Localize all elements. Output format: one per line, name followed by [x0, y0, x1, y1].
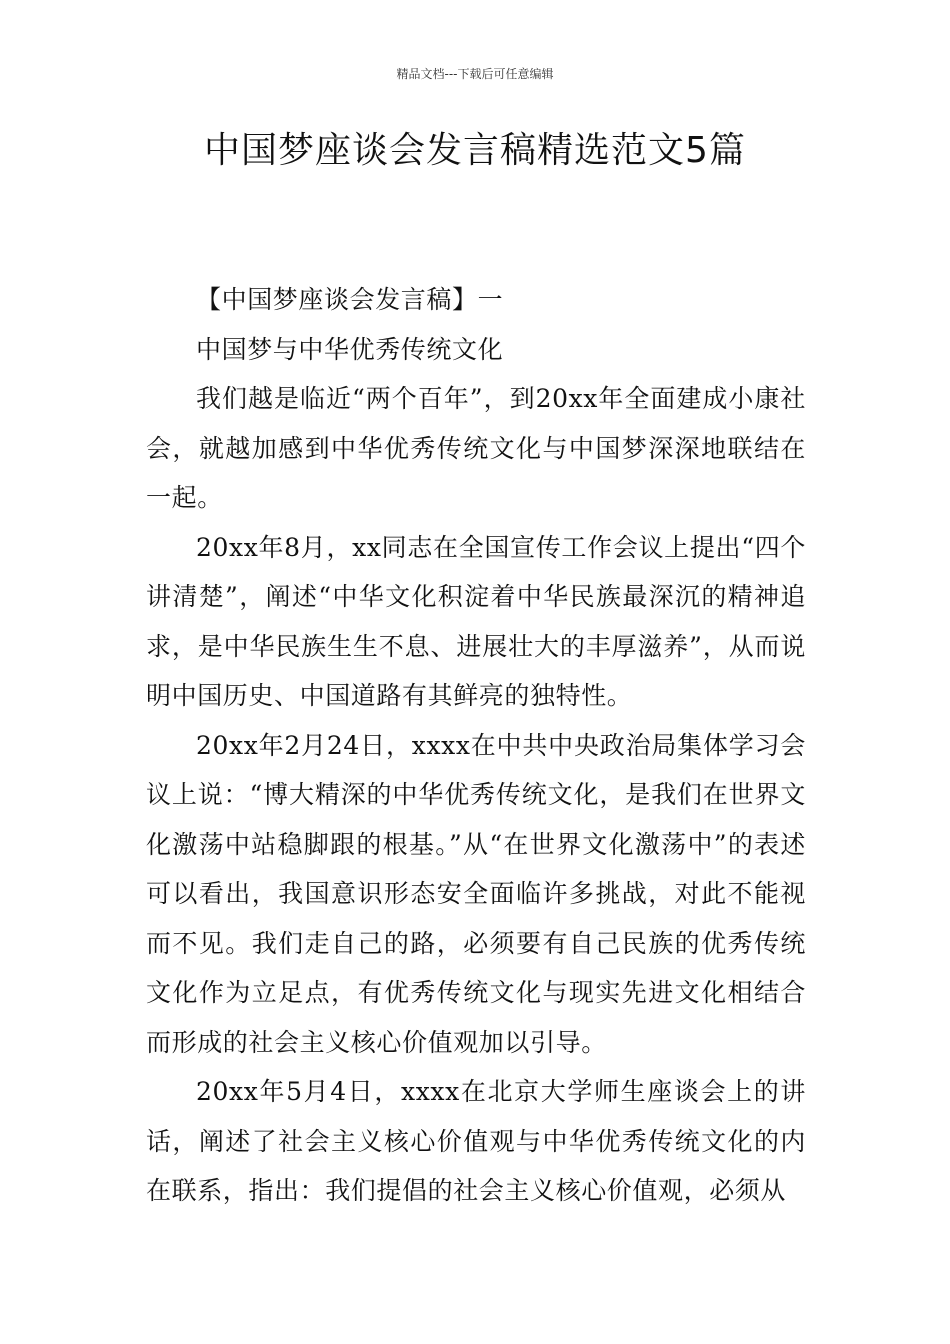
- body-paragraph: 我们越是临近“两个百年”，到20xx年全面建成小康社会，就越加感到中华优秀传统文化与中国梦深深地联结在一起。: [146, 384, 806, 512]
- document-body: [146, 275, 806, 1216]
- body-paragraph: 20xx年5月4日，xxxx在北京大学师生座谈会上的讲话，阐述了社会主义核心价值观与中华优秀传统文化的内在联系，指出：我们提倡的社会主义核心价值观，必须从: [146, 1077, 806, 1205]
- article-subtitle: 中国梦与中华优秀传统文化: [196, 334, 504, 364]
- body-paragraph: 20xx年2月24日，xxxx在中共中央政治局集体学习会议上说：“博大精深的中华优秀传统文化，是我们在世界文化激荡中站稳脚跟的根基。”从“在世界文化激荡中”的表述可以看出，我国意识形态安全面临许多挑战，对此不能视而不见。我们走自己的路，必须要有自己民族的优秀传统文化作为立足点，有优秀传统文化与现实先进文化相结合而形成的社会主义核心价值观加以引导。: [146, 730, 806, 1057]
- section-heading: 【中国梦座谈会发言稿】一: [196, 285, 504, 314]
- document-title: 中国梦座谈会发言稿精选范文5篇: [204, 130, 746, 171]
- header-watermark: 精品文档---下载后可任意编辑: [396, 67, 554, 81]
- body-paragraph: 20xx年8月，xx同志在全国宣传工作会议上提出“四个讲清楚”，阐述“中华文化积淀着中华民族最深沉的精神追求，是中华民族生生不息、进展壮大的丰厚滋养”，从而说明中国历史、中国道路有其鲜亮的独特性。: [146, 532, 806, 710]
